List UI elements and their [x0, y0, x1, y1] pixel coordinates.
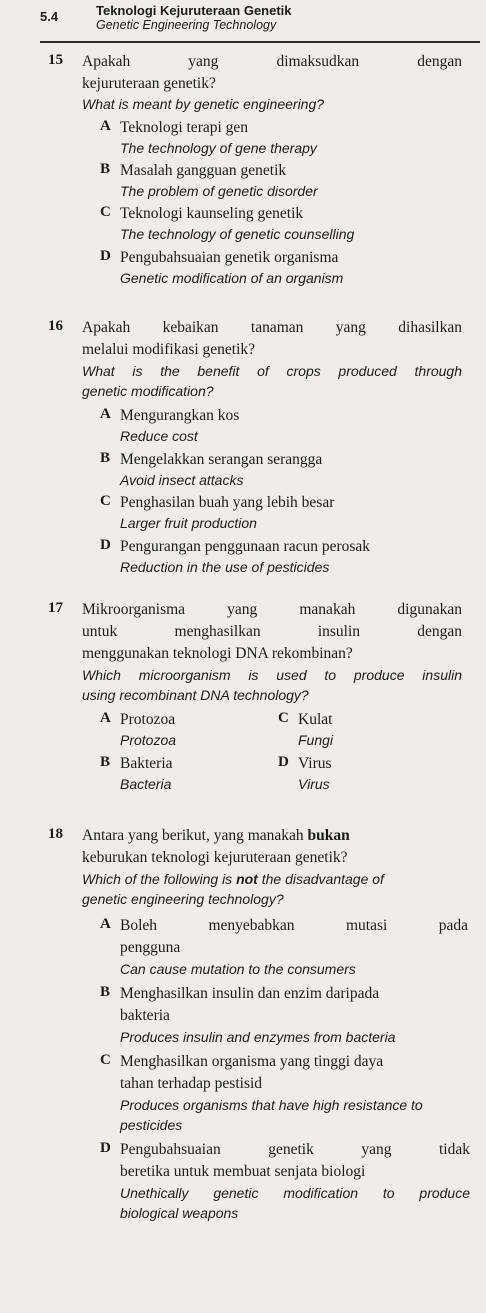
option-text-ms: Pengubahsuaian genetik yang tidak — [120, 1141, 470, 1158]
question-text-ms: untuk menghasilkan insulin dengan — [82, 623, 462, 640]
question-text-ms: Apakah yang dimaksudkan dengan — [82, 53, 462, 70]
question-text-en: using recombinant DNA technology? — [82, 687, 309, 703]
question-text-ms — [82, 826, 472, 846]
option-text-en: Produces insulin and enzymes from bacteria — [120, 1029, 396, 1045]
option-text-ms: bakteria — [120, 1007, 170, 1024]
question-text-ms: Apakah kebaikan tanaman yang dihasilkan — [82, 319, 462, 336]
option-text-en: biological weapons — [120, 1205, 239, 1221]
option-letter[interactable]: A — [100, 406, 111, 422]
question-number: 15 — [48, 52, 63, 68]
question-number: 17 — [48, 600, 63, 616]
option-text-ms: Boleh menyebabkan mutasi pada — [120, 917, 468, 934]
option-text-ms: Protozoa — [120, 711, 176, 728]
option-text-ms: Mengelakkan serangan serangga — [120, 451, 323, 468]
option-letter[interactable]: D — [100, 537, 111, 553]
option-letter[interactable]: C — [278, 710, 289, 726]
question-text-en: Which microorganism is used to produce insulin — [82, 667, 462, 683]
option-letter[interactable]: A — [100, 118, 111, 134]
emphasis-word: bukan — [307, 827, 350, 844]
option-text-ms: Kulat — [298, 711, 333, 728]
question-text-en: genetic engineering technology? — [82, 891, 284, 907]
option-text-ms: Teknologi kaunseling genetik — [120, 205, 304, 222]
question-text-en: genetic modification? — [82, 383, 214, 399]
option-letter[interactable]: B — [100, 754, 111, 770]
option-text-en: The technology of gene therapy — [120, 140, 317, 156]
option-text-ms: Menghasilkan insulin dan enzim daripada — [120, 985, 380, 1002]
emphasis-word: not — [236, 871, 258, 887]
section-number: 5.4 — [40, 9, 59, 24]
question-text-en — [82, 870, 477, 889]
option-letter[interactable]: D — [100, 248, 111, 264]
option-text-en: Larger fruit production — [120, 515, 257, 531]
option-text-ms: Virus — [298, 755, 332, 772]
option-text-en: Produces organisms that have high resistance to — [120, 1097, 423, 1113]
option-text-ms: Masalah gangguan genetik — [120, 162, 287, 179]
question-text-en: What is the benefit of crops produced through — [82, 363, 462, 379]
question-text-part: Which of the following is — [82, 871, 237, 887]
question-number: 18 — [48, 826, 63, 842]
section-header — [0, 0, 486, 46]
option-text-en: Bacteria — [120, 776, 172, 792]
option-text-ms: tahan terhadap pestisid — [120, 1075, 263, 1092]
option-text-en: The problem of genetic disorder — [120, 183, 318, 199]
question-text-part: Antara yang berikut, yang manakah — [82, 827, 308, 844]
section-title-en: Genetic Engineering Technology — [96, 18, 277, 32]
option-letter[interactable]: C — [100, 204, 111, 220]
option-text-ms: Menghasilkan organisma yang tinggi daya — [120, 1053, 384, 1070]
question-number: 16 — [48, 318, 63, 334]
question-text-ms: Mikroorganisma yang manakah digunakan — [82, 601, 462, 618]
option-text-ms: Pengubahsuaian genetik organisma — [120, 249, 339, 266]
question-text-ms: kejuruteraan genetik? — [82, 75, 216, 92]
option-text-en: The technology of genetic counselling — [120, 226, 355, 242]
option-text-ms: beretika untuk membuat senjata biologi — [120, 1163, 366, 1180]
option-letter[interactable]: D — [100, 1140, 111, 1156]
option-text-ms: Pengurangan penggunaan racun perosak — [120, 538, 371, 555]
option-text-en: Reduce cost — [120, 428, 198, 444]
option-text-en: Unethically genetic modification to produce — [120, 1185, 470, 1201]
section-title-ms: Teknologi Kejuruteraan Genetik — [96, 3, 292, 18]
option-letter[interactable]: A — [100, 710, 111, 726]
header-divider — [40, 41, 480, 43]
option-text-en: Avoid insect attacks — [120, 472, 244, 488]
option-letter[interactable]: B — [100, 984, 111, 1000]
option-letter[interactable]: A — [100, 916, 111, 932]
option-text-en: Can cause mutation to the consumers — [120, 961, 356, 977]
option-text-ms: pengguna — [120, 939, 181, 956]
option-text-en: pesticides — [120, 1117, 183, 1133]
option-letter[interactable]: B — [100, 161, 111, 177]
option-text-en: Protozoa — [120, 732, 177, 748]
option-text-ms: Mengurangkan kos — [120, 407, 240, 424]
option-text-en: Reduction in the use of pesticides — [120, 559, 330, 575]
question-text-ms: keburukan teknologi kejuruteraan genetik? — [82, 849, 348, 866]
option-text-en: Virus — [298, 776, 330, 792]
option-text-ms: Penghasilan buah yang lebih besar — [120, 494, 335, 511]
option-text-en: Fungi — [298, 732, 334, 748]
option-text-ms: Teknologi terapi gen — [120, 119, 249, 136]
question-text-part: the disadvantage of — [257, 871, 384, 887]
option-letter[interactable]: C — [100, 493, 111, 509]
option-letter[interactable]: D — [278, 754, 289, 770]
option-letter[interactable]: B — [100, 450, 111, 466]
option-text-ms: Bakteria — [120, 755, 173, 772]
question-text-ms: menggunakan teknologi DNA rekombinan? — [82, 645, 353, 662]
question-text-en: What is meant by genetic engineering? — [82, 96, 325, 112]
option-letter[interactable]: C — [100, 1052, 111, 1068]
question-text-ms: melalui modifikasi genetik? — [82, 341, 256, 358]
option-text-en: Genetic modification of an organism — [120, 270, 344, 286]
